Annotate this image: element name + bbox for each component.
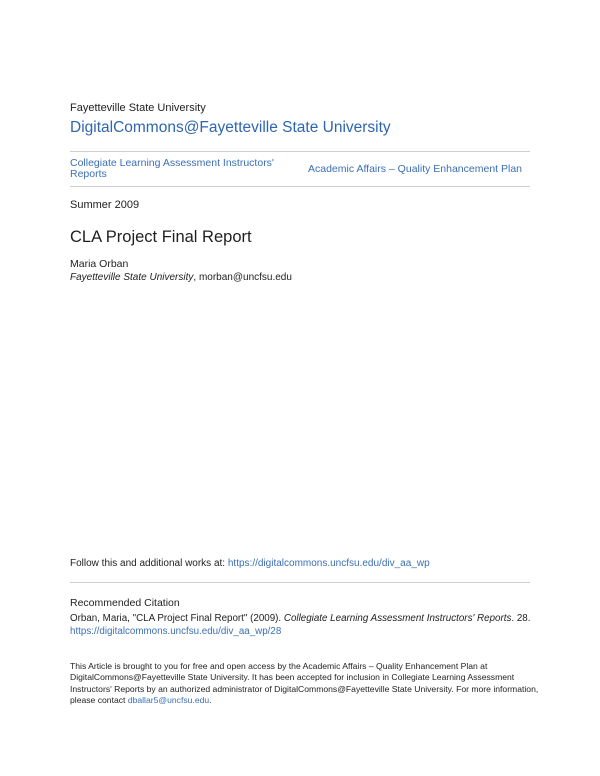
series-link[interactable]: Collegiate Learning Assessment Instructors' Reports [70, 157, 274, 180]
document-title: CLA Project Final Report [70, 228, 252, 246]
university-name: Fayetteville State University [70, 102, 206, 114]
repository-title-link[interactable]: DigitalCommons@Fayetteville State University [70, 119, 391, 136]
citation-number: . 28. [511, 613, 531, 624]
footer-end: . [209, 695, 212, 706]
author-affiliation [70, 272, 292, 283]
footer-notice [70, 661, 540, 707]
follow-line [70, 558, 430, 569]
publication-date: Summer 2009 [70, 199, 140, 211]
citation-series: Collegiate Learning Assessment Instructors' Reports [283, 613, 512, 624]
citation-url-link[interactable]: https://digitalcommons.uncfsu.edu/div_aa_wp/28 [70, 626, 282, 637]
citation-text [70, 612, 540, 638]
follow-text: Follow this and additional works at: [70, 558, 228, 569]
divider [70, 186, 530, 187]
follow-url-link[interactable]: https://digitalcommons.uncfsu.edu/div_aa_wp [227, 558, 430, 569]
affiliation-email: , morban@uncfsu.edu [193, 272, 292, 283]
affiliation-institution: Fayetteville State University [70, 272, 194, 283]
footer-notice-text: This Article is brought to you for free and open access by the Academic Affairs – Quality Enhancement Plan at DigitalCommons@Fayetteville State University. It has been accepted for inclusion in Collegiate Learning Assessment Instructors' Reports by an authorized administrator of DigitalCommons@Fayetteville State University. For more information, please contact [70, 661, 539, 706]
divider [70, 582, 530, 583]
citation-prefix: Orban, Maria, "CLA Project Final Report" (2009). [70, 613, 284, 624]
author-name: Maria Orban [70, 258, 129, 270]
recommended-citation-heading: Recommended Citation [70, 597, 180, 609]
divider [70, 151, 530, 152]
department-link[interactable]: Academic Affairs – Quality Enhancement Plan [308, 163, 523, 175]
contact-email-link[interactable]: dballar5@uncfsu.edu [127, 695, 210, 706]
